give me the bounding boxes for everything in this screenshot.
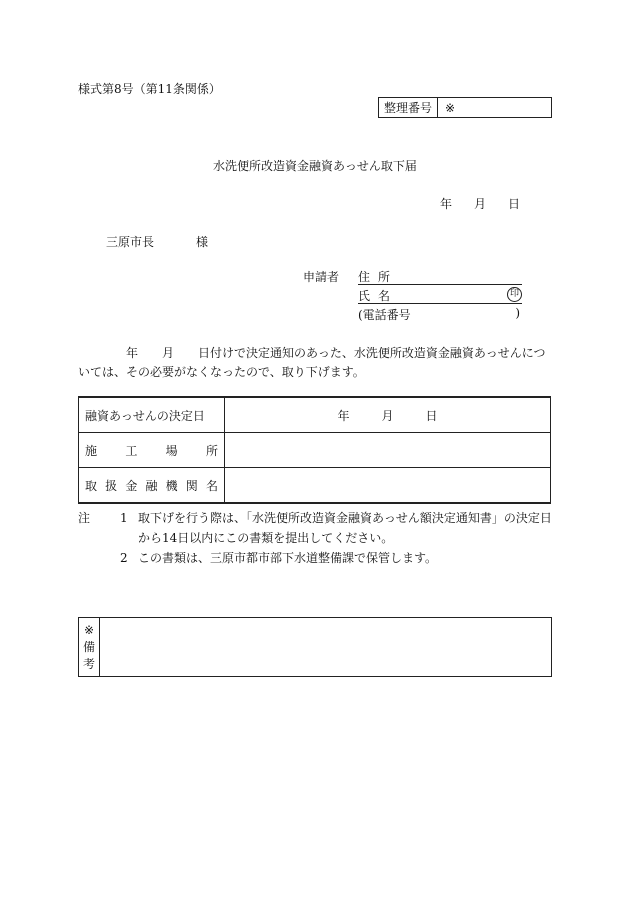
note-number: 2 bbox=[120, 551, 128, 565]
label-char: 扱 bbox=[105, 478, 118, 493]
label-char: 金 bbox=[125, 478, 138, 493]
note-item bbox=[78, 508, 558, 548]
reference-number-box bbox=[378, 97, 552, 118]
table-row bbox=[79, 468, 551, 504]
form-number: 様式第8号（第11条関係） bbox=[78, 82, 221, 96]
decision-day: 日 bbox=[425, 408, 438, 423]
label-char: 名 bbox=[205, 478, 218, 493]
financial-institution-label bbox=[79, 468, 225, 504]
decision-year: 年 bbox=[337, 408, 350, 423]
remarks-mark: ※ bbox=[83, 622, 95, 637]
table-row bbox=[79, 433, 551, 468]
label-char: 施 bbox=[85, 443, 98, 458]
body-text: 年 月 日付けで決定通知のあった、水洗便所改造資金融資あっせんについては、その必要がなくなったので、取り下げます。 bbox=[78, 346, 546, 379]
phone-field bbox=[358, 306, 522, 323]
address-field bbox=[358, 268, 522, 285]
label-char: 関 bbox=[185, 478, 198, 493]
construction-site-value bbox=[225, 433, 551, 468]
reference-number-label: 整理番号 bbox=[379, 98, 438, 117]
phone-close-paren: ) bbox=[515, 306, 520, 320]
remarks-box bbox=[78, 617, 552, 677]
financial-institution-value bbox=[225, 468, 551, 504]
label-char: 融 bbox=[145, 478, 158, 493]
label-char: 場 bbox=[165, 443, 178, 458]
construction-site-label bbox=[79, 433, 225, 468]
notes bbox=[78, 508, 558, 568]
seal-mark: 印 bbox=[507, 287, 522, 302]
date-month: 月 bbox=[474, 197, 487, 211]
label-char: 工 bbox=[125, 443, 138, 458]
document-title: 水洗便所改造資金融資あっせん取下届 bbox=[213, 159, 417, 173]
addressee bbox=[106, 233, 208, 250]
decision-date-label: 融資あっせんの決定日 bbox=[79, 397, 225, 433]
note-number: 1 bbox=[120, 511, 128, 525]
remarks-label bbox=[79, 618, 100, 676]
remarks-label-2: 考 bbox=[82, 656, 95, 671]
reference-number-value: ※ bbox=[445, 100, 456, 115]
note-text: この書類は、三原市都市部下水道整備課で保管します。 bbox=[138, 551, 438, 565]
date-year: 年 bbox=[440, 197, 453, 211]
note-item bbox=[78, 548, 558, 568]
note-text: 取下げを行う際は、「水洗便所改造資金融資あっせん額決定通知書」の決定日から14日以内にこの書類を提出してください。 bbox=[138, 511, 552, 545]
date-day: 日 bbox=[508, 197, 521, 211]
phone-label: (電話番号 bbox=[358, 308, 411, 322]
label-char: 所 bbox=[205, 443, 218, 458]
name-label: 氏名 bbox=[358, 289, 399, 303]
name-field bbox=[358, 287, 522, 304]
remarks-label-1: 備 bbox=[82, 639, 95, 654]
addressee-name: 三原市長 bbox=[106, 235, 155, 249]
label-text bbox=[85, 442, 218, 459]
label-char: 機 bbox=[165, 478, 178, 493]
notes-head: 注 bbox=[78, 511, 91, 525]
decision-month: 月 bbox=[381, 408, 394, 423]
submission-date bbox=[440, 195, 520, 212]
label-text bbox=[85, 477, 218, 494]
label-char: 取 bbox=[85, 478, 98, 493]
decision-date-value bbox=[225, 397, 551, 433]
table-row bbox=[79, 397, 551, 433]
addressee-honorific: 様 bbox=[196, 235, 209, 249]
details-table bbox=[78, 396, 551, 504]
address-label: 住所 bbox=[358, 270, 399, 284]
applicant-label: 申請者 bbox=[303, 270, 340, 284]
